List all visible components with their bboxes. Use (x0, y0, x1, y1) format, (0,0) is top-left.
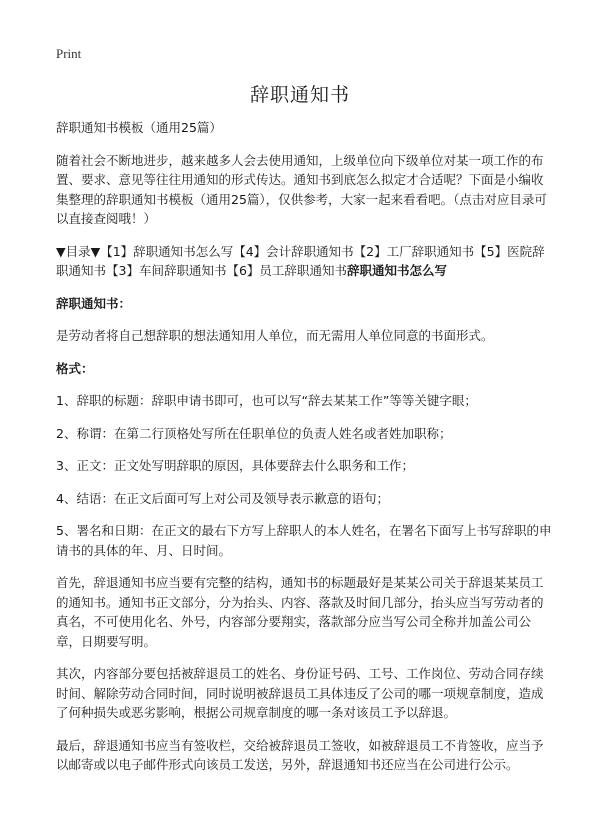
toc-link-1[interactable]: 【1】辞职通知书怎么写 (100, 243, 234, 259)
document-body (56, 118, 554, 775)
print-label[interactable]: Print (56, 46, 82, 61)
document-title: 辞职通知书 (249, 84, 350, 106)
toc-link-5[interactable]: 【5】医院辞职通知书 (56, 243, 545, 278)
format-item-3: 3、正文：正文处写明辞职的原因，具体要辞去什么职务和工作； (56, 458, 414, 473)
format-item-2: 2、称谓：在第二行顶格处写所在任职单位的负责人姓名或者姓加职称； (56, 425, 452, 441)
paragraph-third: 最后，辞退通知书应当有签收栏，交给被辞退员工签收，如被辞退员工不肯签收，应当予以邮寄或以电子邮件形式向该员工发送，另外，辞退通知书还应当在公司进行公示。 (56, 737, 544, 772)
toc-link-3[interactable]: 【3】车间辞职通知书 (106, 263, 227, 278)
format-item-1: 1、辞职的标题：辞职申请书即可，也可以写“辞去某某工作”等等关键字眼； (56, 393, 477, 408)
document-subtitle: 辞职通知书模板（通用25篇） (56, 120, 222, 135)
toc-prefix: ▼目录▼ (56, 243, 101, 259)
format-heading: 格式： (56, 360, 94, 376)
definition-text: 是劳动者将自己想辞职的想法通知用人单位，而无需用人单位同意的书面形式。 (56, 328, 494, 343)
paragraph-first: 首先，辞退通知书应当要有完整的结构，通知书的标题最好是某某公司关于辞退某某员工的通知书。通知书正文部分，分为抬头、内容、落款及时间几部分，抬头应当写劳动者的真名，不可使用化名、外号，内容部分要翔实，落款部分应当写公司全称并加盖公司公章，日期要写明。 (56, 575, 544, 649)
toc-link-4[interactable]: 【4】会计辞职通知书 (233, 243, 354, 259)
paragraph-second: 其次，内容部分要包括被辞退员工的姓名、身份证号码、工号、工作岗位、劳动合同存续时间、解除劳动合同时间，同时说明被辞退员工具体违反了公司的哪一项规章制度，造成了何种损失或恶劣影响，根据公司规章制度的哪一条对该员工予以辞退。 (56, 666, 544, 720)
toc-link-2[interactable]: 【2】工厂辞职通知书 (353, 243, 475, 259)
toc-bold-heading: 辞职通知书怎么写 (346, 263, 447, 278)
intro-paragraph: 随着社会不断地进步，越来越多人会去使用通知，上级单位向下级单位对某一项工作的布置、要求、意见等往往用通知的形式传达。通知书到底怎么拟定才合适呢？下面是小编收集整理的辞职通知书模板（通用25篇），仅供参考，大家一起来看看吧。（点击对应目录可以直接查阅哦！） (56, 152, 547, 226)
table-of-contents (56, 242, 554, 281)
toc-link-6[interactable]: 【6】员工辞职通知书 (226, 263, 347, 278)
format-item-5: 5、署名和日期：在正文的最右下方写上辞职人的本人姓名，在署名下面写上书写辞职的申请书的具体的年、月、日时间。 (56, 523, 552, 558)
format-item-4: 4、结语：在正文后面可写上对公司及领导表示歉意的语句； (56, 490, 389, 506)
definition-heading: 辞职通知书： (56, 295, 132, 311)
